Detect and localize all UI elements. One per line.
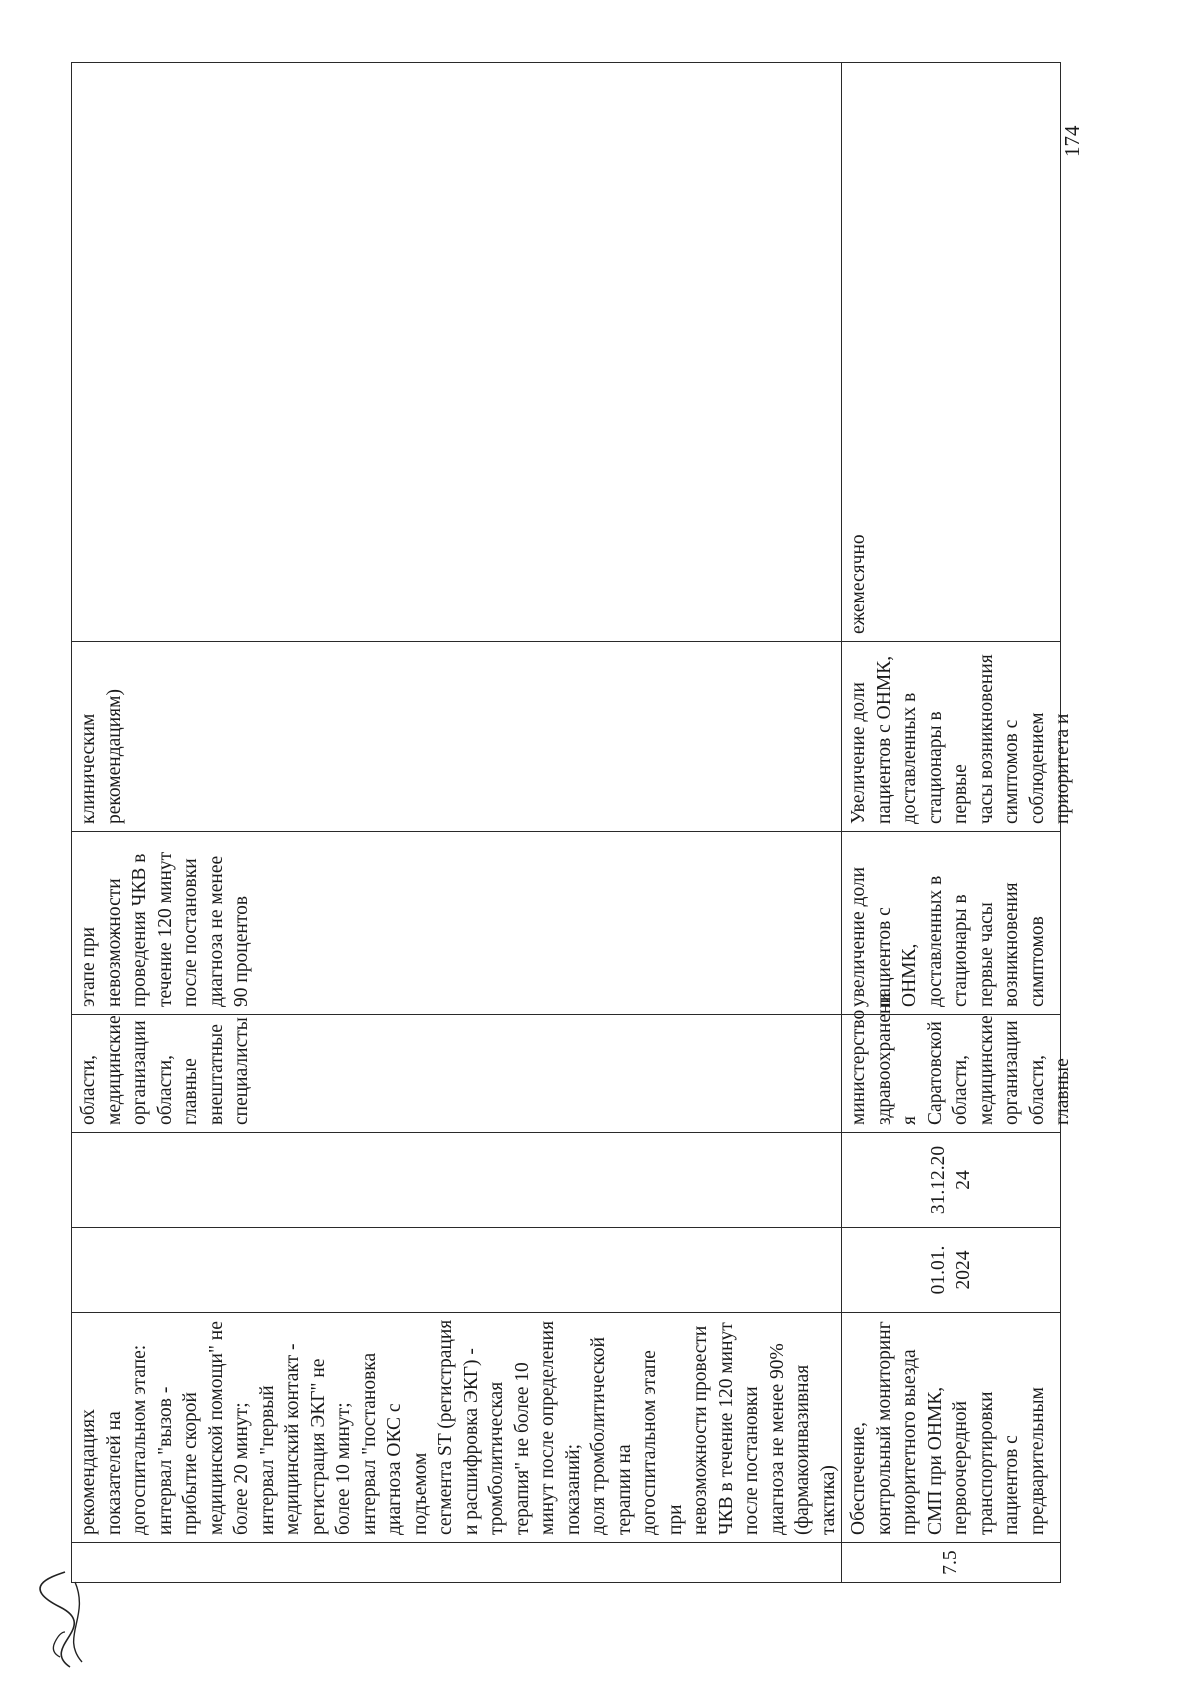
page-number: 174 bbox=[1060, 125, 1084, 157]
number-cell bbox=[72, 1543, 842, 1583]
event-cell: Обеспечение, контрольный мониторинг приоритетного выезда СМП при ОНМК, первоочередной транспортировки пациентов с предварительным bbox=[842, 1313, 1061, 1543]
table-row bbox=[842, 63, 1061, 1583]
start-date-cell bbox=[72, 1228, 842, 1313]
responsible-cell: министерство здравоохранени я Саратовской области, медицинские организации области, главные bbox=[842, 1015, 1061, 1133]
table-row bbox=[72, 63, 842, 1583]
event-cell: рекомендациях показателей на догоспитальном этапе: интервал "вызов - прибытие скорой медицинской помощи" не более 20 минут; интервал "первый медицинский контакт - регистрация ЭКГ" не более 10 минут; интервал "постановка диагноза ОКС с подъемом сегмента ST (регистрация и расшифровка ЭКГ) - тромболитическая терапия" не более 10 минут после определения показаний; доля тромболитической терапии на догоспитальном этапе при невозможности провести ЧКВ в течение 120 минут после постановки диагноза не менее 90% (фармакоинвазивная тактика) bbox=[72, 1313, 842, 1543]
start-date-cell: 01.01. 2024 bbox=[842, 1228, 1061, 1313]
indicator-cell: этапе при невозможности проведения ЧКВ в течение 120 минут после постановки диагноза не менее 90 процентов bbox=[72, 832, 842, 1015]
number-cell: 7.5 bbox=[842, 1543, 1061, 1583]
end-date-cell bbox=[72, 1133, 842, 1228]
result-cell: Увеличение доли пациентов с ОНМК, доставленных в стационары в первые часы возникновения симптомов с соблюдением приоритета и bbox=[842, 642, 1061, 832]
indicator-cell: увеличение доли пациентов с ОНМК, доставленных в стационары в первые часы возникновения симптомов bbox=[842, 832, 1061, 1015]
frequency-cell: ежемесячно bbox=[842, 63, 1061, 642]
frequency-cell bbox=[72, 63, 842, 642]
responsible-cell: области, медицинские организации области, главные внештатные специалисты bbox=[72, 1015, 842, 1133]
result-cell: клиническим рекомендациям) bbox=[72, 642, 842, 832]
signature bbox=[30, 1567, 110, 1677]
end-date-cell: 31.12.20 24 bbox=[842, 1133, 1061, 1228]
